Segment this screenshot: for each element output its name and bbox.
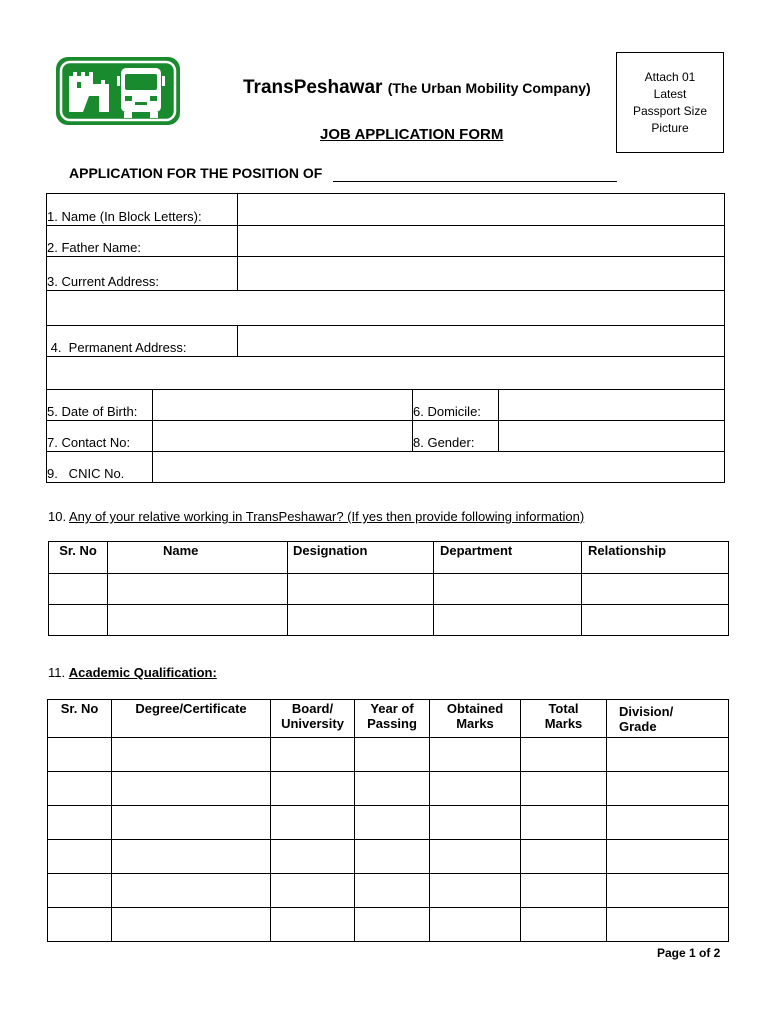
- cell[interactable]: [271, 840, 355, 874]
- cell[interactable]: [355, 908, 430, 942]
- col-obtained-line1: Obtained: [446, 701, 504, 716]
- current-address-field-line2[interactable]: [47, 291, 725, 326]
- cell[interactable]: [49, 605, 108, 636]
- transpeshawar-logo-icon: [55, 56, 181, 126]
- cell[interactable]: [607, 738, 729, 772]
- page-number: Page 1 of 2: [657, 946, 721, 960]
- cell[interactable]: [355, 840, 430, 874]
- position-label: APPLICATION FOR THE POSITION OF: [69, 165, 323, 181]
- table-row: [48, 908, 729, 942]
- cell[interactable]: [521, 908, 607, 942]
- cell[interactable]: [48, 772, 112, 806]
- cell[interactable]: [434, 574, 582, 605]
- table-row: [47, 291, 725, 326]
- cell[interactable]: [271, 772, 355, 806]
- col-year-line1: Year of: [370, 701, 414, 716]
- name-label: 1. Name (In Block Letters):: [47, 194, 238, 226]
- cell[interactable]: [430, 738, 521, 772]
- cell[interactable]: [521, 772, 607, 806]
- cell[interactable]: [112, 840, 271, 874]
- table-header-row: [48, 700, 729, 738]
- cell[interactable]: [271, 908, 355, 942]
- relatives-question-number: 10.: [48, 509, 67, 524]
- relatives-question: [48, 509, 584, 524]
- academic-table: [47, 699, 729, 942]
- cell[interactable]: [607, 806, 729, 840]
- cell[interactable]: [112, 806, 271, 840]
- table-row: [47, 421, 725, 452]
- cell[interactable]: [430, 908, 521, 942]
- col-sr-no: Sr. No: [49, 542, 108, 574]
- permanent-address-label: 4. Permanent Address:: [47, 326, 238, 357]
- cell[interactable]: [288, 574, 434, 605]
- dob-field[interactable]: [153, 390, 413, 421]
- form-title: JOB APPLICATION FORM: [320, 126, 504, 143]
- table-row: [48, 874, 729, 908]
- col-obtained-line2: Marks: [456, 716, 494, 731]
- relatives-table: [48, 541, 729, 636]
- table-row: [47, 326, 725, 357]
- cell[interactable]: [112, 738, 271, 772]
- cell[interactable]: [48, 806, 112, 840]
- photo-attachment-box[interactable]: [616, 52, 724, 153]
- table-row: [48, 840, 729, 874]
- cell[interactable]: [430, 840, 521, 874]
- name-field[interactable]: [238, 194, 725, 226]
- table-row: [47, 357, 725, 390]
- dob-label: 5. Date of Birth:: [47, 390, 153, 421]
- company-name: [243, 77, 591, 99]
- cell[interactable]: [48, 908, 112, 942]
- company-name-text: TransPeshawar: [243, 77, 383, 98]
- col-name: Name: [108, 542, 288, 574]
- table-row: [47, 226, 725, 257]
- cell[interactable]: [288, 605, 434, 636]
- col-total-line2: Marks: [544, 716, 583, 731]
- relatives-question-text: Any of your relative working in TransPeshawar? (If yes then provide following information): [68, 509, 585, 524]
- cell[interactable]: [355, 738, 430, 772]
- position-input-line[interactable]: [333, 181, 617, 182]
- table-row: [49, 574, 729, 605]
- photo-instructions: Attach 01 Latest Passport Size Picture: [632, 69, 708, 135]
- cell[interactable]: [112, 874, 271, 908]
- table-row: [47, 257, 725, 291]
- table-header-row: [49, 542, 729, 574]
- cell[interactable]: [355, 874, 430, 908]
- cell[interactable]: [49, 574, 108, 605]
- cell[interactable]: [271, 806, 355, 840]
- col-total-line1: Total: [548, 701, 579, 716]
- cell[interactable]: [430, 874, 521, 908]
- company-logo: [55, 56, 181, 126]
- cell[interactable]: [48, 874, 112, 908]
- col-designation: Designation: [288, 542, 434, 574]
- cell[interactable]: [112, 908, 271, 942]
- cell[interactable]: [521, 874, 607, 908]
- cell[interactable]: [108, 605, 288, 636]
- permanent-address-field-line2[interactable]: [47, 357, 725, 390]
- table-row: [48, 738, 729, 772]
- contact-label: 7. Contact No:: [47, 421, 153, 452]
- col-board-line2: University: [281, 716, 344, 731]
- cell[interactable]: [355, 806, 430, 840]
- company-subtitle: (The Urban Mobility Company): [387, 80, 591, 96]
- cell[interactable]: [48, 840, 112, 874]
- gender-label: 8. Gender:: [413, 421, 499, 452]
- father-name-label: 2. Father Name:: [47, 226, 238, 257]
- gender-field[interactable]: [499, 421, 725, 452]
- cell[interactable]: [430, 806, 521, 840]
- col-division-line2: Grade: [619, 719, 657, 734]
- table-row: [47, 194, 725, 226]
- cell[interactable]: [355, 772, 430, 806]
- table-row: [47, 390, 725, 421]
- cell[interactable]: [48, 738, 112, 772]
- personal-info-table: [46, 193, 725, 483]
- current-address-field[interactable]: [238, 257, 725, 291]
- table-row: [47, 452, 725, 483]
- domicile-label: 6. Domicile:: [413, 390, 499, 421]
- col-total: [521, 700, 607, 738]
- cell[interactable]: [582, 574, 729, 605]
- current-address-label: 3. Current Address:: [47, 257, 238, 291]
- col-degree: Degree/Certificate: [112, 700, 271, 738]
- academic-title: Academic Qualification:: [68, 665, 217, 680]
- contact-field[interactable]: [153, 421, 413, 452]
- col-year-line2: Passing: [367, 716, 417, 731]
- cnic-label: 9. CNIC No.: [47, 452, 153, 483]
- cell[interactable]: [582, 605, 729, 636]
- col-department: Department: [434, 542, 582, 574]
- col-board-line1: Board/: [291, 701, 334, 716]
- cell[interactable]: [521, 806, 607, 840]
- academic-number: 11.: [48, 665, 66, 680]
- cell[interactable]: [607, 908, 729, 942]
- cell[interactable]: [112, 772, 271, 806]
- col-obtained: [430, 700, 521, 738]
- col-division: [607, 700, 729, 738]
- table-row: [48, 806, 729, 840]
- cell[interactable]: [607, 772, 729, 806]
- cell[interactable]: [521, 840, 607, 874]
- cell[interactable]: [434, 605, 582, 636]
- cell[interactable]: [271, 874, 355, 908]
- permanent-address-field[interactable]: [238, 326, 725, 357]
- table-row: [48, 772, 729, 806]
- cnic-field[interactable]: [153, 452, 725, 483]
- cell[interactable]: [607, 840, 729, 874]
- table-row: [49, 605, 729, 636]
- cell[interactable]: [521, 738, 607, 772]
- father-name-field[interactable]: [238, 226, 725, 257]
- cell[interactable]: [108, 574, 288, 605]
- academic-heading: [48, 665, 217, 680]
- col-board: [271, 700, 355, 738]
- col-year: [355, 700, 430, 738]
- col-division-line1: Division/: [619, 704, 674, 719]
- cell[interactable]: [271, 738, 355, 772]
- domicile-field[interactable]: [499, 390, 725, 421]
- cell[interactable]: [430, 772, 521, 806]
- col-relationship: Relationship: [582, 542, 729, 574]
- col-sr-no: Sr. No: [48, 700, 112, 738]
- cell[interactable]: [607, 874, 729, 908]
